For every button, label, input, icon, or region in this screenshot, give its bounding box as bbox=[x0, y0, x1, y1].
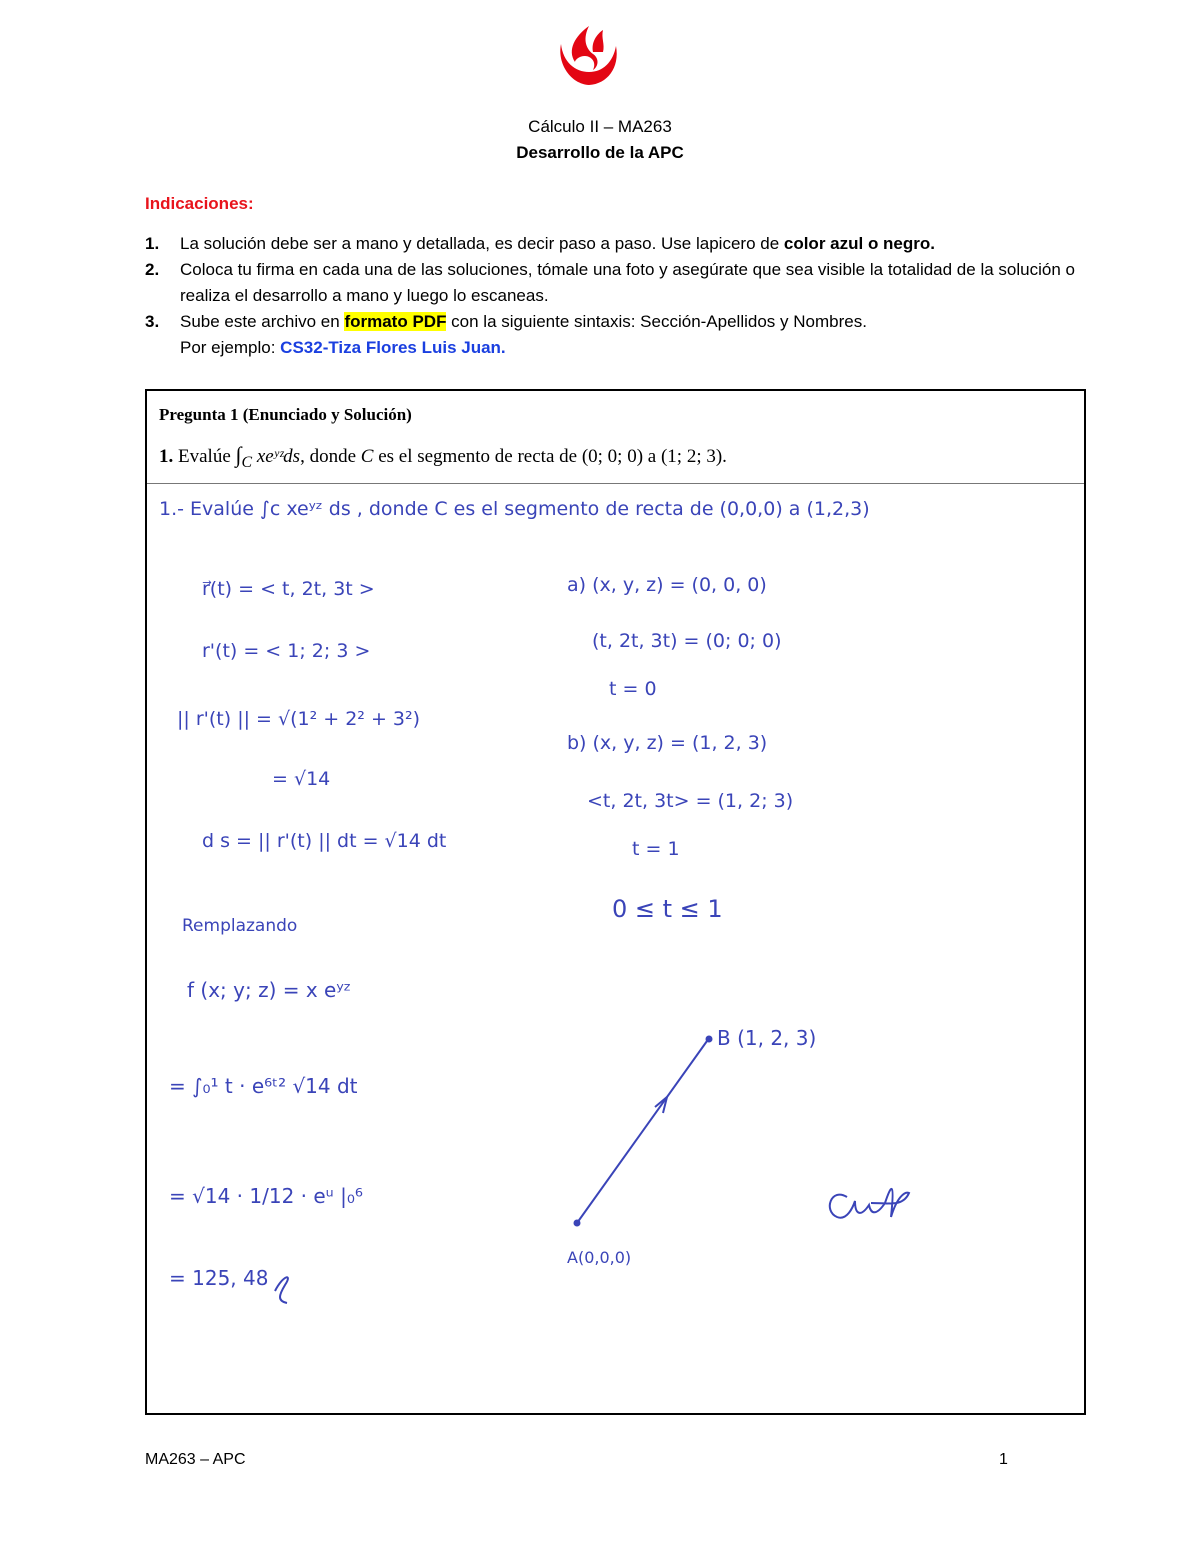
footer-course: MA263 – APC bbox=[145, 1451, 246, 1468]
hw-point-a-dot bbox=[574, 1220, 581, 1227]
instruction-item-3: 3. Sube este archivo en formato PDF con la siguiente sintaxis: Sección-Apellidos y Nombres. Por ejemplo: CS32-Tiza Flores Luis Juan. bbox=[145, 312, 867, 357]
instruction-item-2: 2. Coloca tu firma en cada una de las soluciones, tómale una foto y asegúrate que sea visible la totalidad de la solución o realiza el desarrollo a mano y luego lo escaneas. bbox=[145, 260, 1075, 305]
instructions-list bbox=[145, 231, 1090, 361]
hw-a3: t = 0 bbox=[609, 678, 657, 700]
hw-replace: Remplazando bbox=[182, 916, 298, 936]
hw-ds: d s = || r'(t) || dt = √14 dt bbox=[202, 830, 447, 852]
hw-line-statement: 1.- Evalúe ∫c xeʸᶻ ds , donde C es el segmento de recta de (0,0,0) a (1,2,3) bbox=[159, 498, 870, 520]
page-subtitle: Desarrollo de la APC bbox=[516, 143, 684, 162]
instructions-heading: Indicaciones: bbox=[145, 194, 254, 213]
question-divider bbox=[147, 483, 1084, 484]
hw-norm: || r'(t) || = √(1² + 2² + 3²) bbox=[177, 708, 421, 730]
hw-b3: t = 1 bbox=[632, 838, 680, 860]
university-logo bbox=[553, 22, 623, 88]
hw-eval: = √14 · 1/12 · eᵘ |₀⁶ bbox=[169, 1184, 363, 1208]
instruction-item-1: 1. La solución debe ser a mano y detallada, es decir paso a paso. Use lapicero de color azul o negro. bbox=[145, 234, 935, 253]
hw-f: f (x; y; z) = x eʸᶻ bbox=[187, 978, 352, 1002]
hw-segment-line bbox=[577, 1041, 707, 1223]
question-heading: Pregunta 1 (Enunciado y Solución) bbox=[159, 405, 412, 424]
question-statement: 1. Evalúe $\int_C$ xeʸᶻds, donde C es el segmento de recta de (0; 0; 0) a (1; 2; 3). bbox=[159, 442, 727, 471]
hw-a1: a) (x, y, z) = (0, 0, 0) bbox=[567, 574, 767, 596]
hw-r-prime: r'(t) = < 1; 2; 3 > bbox=[202, 640, 371, 662]
course-title: Cálculo II – MA263 bbox=[528, 117, 672, 136]
hw-norm-result: = √14 bbox=[272, 768, 331, 790]
hw-b2: <t, 2t, 3t> = (1, 2; 3) bbox=[587, 790, 794, 812]
hw-integral: = ∫₀¹ t · e⁶ᵗ² √14 dt bbox=[169, 1074, 358, 1098]
hw-signature bbox=[830, 1189, 909, 1218]
question-box bbox=[145, 389, 1086, 1415]
handwritten-solution bbox=[147, 485, 1084, 1410]
highlight-pdf: formato PDF bbox=[344, 312, 447, 331]
hw-range: 0 ≤ t ≤ 1 bbox=[612, 895, 723, 923]
hw-check-mark bbox=[275, 1277, 288, 1303]
hw-r-of-t: r⃗(t) = < t, 2t, 3t > bbox=[202, 578, 375, 600]
hw-point-b: B (1, 2, 3) bbox=[717, 1026, 817, 1050]
hw-b1: b) (x, y, z) = (1, 2, 3) bbox=[567, 732, 768, 754]
example-filename: CS32-Tiza Flores Luis Juan. bbox=[280, 338, 506, 357]
hw-result: = 125, 48 bbox=[169, 1266, 269, 1290]
hw-point-a: A(0,0,0) bbox=[567, 1248, 632, 1267]
footer-page-number: 1 bbox=[999, 1451, 1008, 1468]
hw-point-b-dot bbox=[706, 1036, 713, 1043]
hw-a2: (t, 2t, 3t) = (0; 0; 0) bbox=[592, 630, 782, 652]
